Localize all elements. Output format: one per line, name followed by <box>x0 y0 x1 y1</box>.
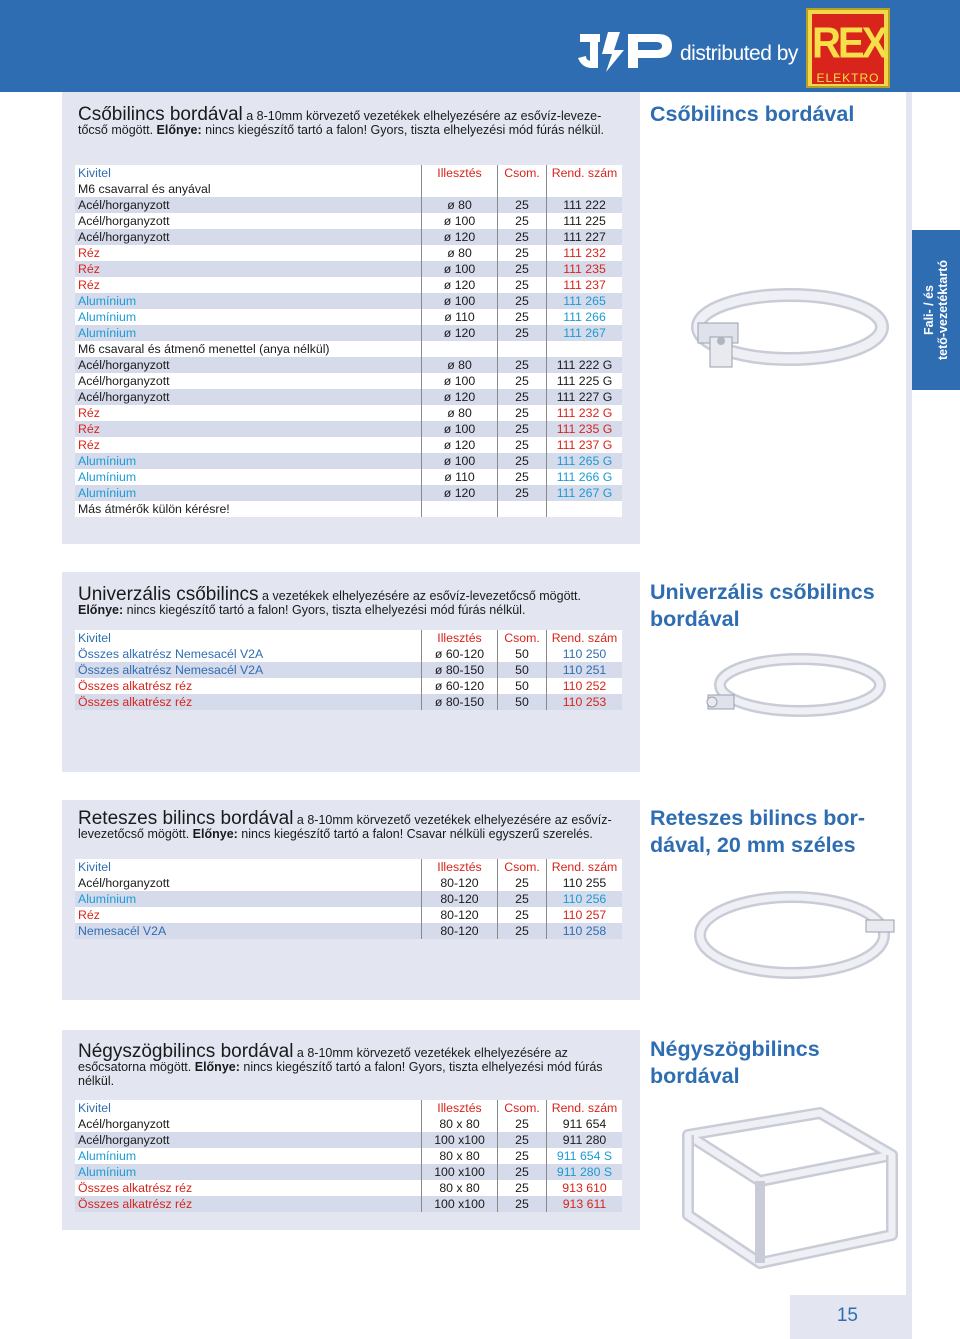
table-row <box>75 1180 622 1196</box>
cell-illesztes: ø 100 <box>422 373 498 389</box>
cell-kivitel: Nemesacél V2A <box>75 923 422 939</box>
cell-rend: 111 235 <box>547 261 623 277</box>
table-row <box>75 181 622 197</box>
cell-rend <box>547 341 623 357</box>
heading-1-name: Csőbilincs bordával <box>78 104 243 125</box>
distributed-by-label: distributed by <box>680 42 798 65</box>
cell-illesztes: ø 120 <box>422 229 498 245</box>
cell-rend: 111 265 G <box>547 453 623 469</box>
cell-rend: 111 227 G <box>547 389 623 405</box>
col-csom: Csom. <box>498 630 547 646</box>
cell-rend: 911 280 S <box>547 1164 623 1180</box>
product-table-3 <box>75 859 622 939</box>
cell-csom: 25 <box>498 1180 547 1196</box>
cell-csom: 25 <box>498 907 547 923</box>
cell-csom <box>498 501 547 517</box>
table-row <box>75 469 622 485</box>
col-kivitel: Kivitel <box>75 1100 422 1116</box>
heading-1-elonye: Előnye: <box>156 123 202 137</box>
side-tab-line2: tető-vezetéktartó <box>936 259 950 361</box>
heading-1-desc: a 8-10mm körvezető vezetékek elhelyezésére az esővíz-leveze-tőcső mögött. <box>78 109 602 137</box>
section-title-4: Négyszögbilincs bordával <box>650 1037 820 1088</box>
cell-rend: 110 255 <box>547 875 623 891</box>
heading-2-tail: nincs kiegészítő tartó a falon! Gyors, tiszta elhelyezési mód fúrás nélkül. <box>123 603 526 617</box>
table-row <box>75 923 622 939</box>
table-header-row <box>75 165 622 181</box>
col-csom: Csom. <box>498 165 547 181</box>
cell-csom: 25 <box>498 875 547 891</box>
cell-kivitel: Réz <box>75 245 422 261</box>
cell-rend <box>547 181 623 197</box>
cell-rend: 111 266 <box>547 309 623 325</box>
cell-illesztes: ø 100 <box>422 261 498 277</box>
cell-illesztes: 80 x 80 <box>422 1180 498 1196</box>
cell-rend: 911 280 <box>547 1132 623 1148</box>
cell-rend: 913 610 <box>547 1180 623 1196</box>
pipe-clamp-image <box>690 275 890 405</box>
heading-4-tail: nincs kiegészítő tartó a falon! Gyors, tiszta elhelyezési mód fúrás nélkül. <box>78 1060 603 1088</box>
cell-rend: 110 250 <box>547 646 623 662</box>
cell-rend: 111 267 <box>547 325 623 341</box>
section-heading-1 <box>78 104 618 137</box>
cell-kivitel: Összes alkatrész Nemesacél V2A <box>75 662 422 678</box>
table-row <box>75 245 622 261</box>
cell-illesztes: ø 80 <box>422 405 498 421</box>
table-row <box>75 1164 622 1180</box>
cell-rend: 111 225 G <box>547 373 623 389</box>
section-title-3: Reteszes bilincs bor-dával, 20 mm széles <box>650 806 866 857</box>
cell-kivitel: Összes alkatrész réz <box>75 694 422 710</box>
cell-csom: 25 <box>498 293 547 309</box>
header-band <box>0 0 960 92</box>
jip-logo <box>578 28 674 74</box>
cell-illesztes: ø 100 <box>422 421 498 437</box>
product-table-1 <box>75 165 622 517</box>
rex-logo-text: REX <box>812 18 886 68</box>
col-illesztes: Illesztés <box>422 859 498 875</box>
table-row <box>75 662 622 678</box>
col-illesztes: Illesztés <box>422 165 498 181</box>
latch-clamp-image <box>680 880 900 990</box>
cell-kivitel: M6 csavarral és anyával <box>75 181 422 197</box>
cell-kivitel: Összes alkatrész réz <box>75 1180 422 1196</box>
universal-clamp-image <box>690 645 890 755</box>
heading-3-tail: nincs kiegészítő tartó a falon! Csavar nélküli egyszerű szerelés. <box>237 827 593 841</box>
cell-illesztes: ø 120 <box>422 325 498 341</box>
table-row <box>75 197 622 213</box>
cell-illesztes: ø 110 <box>422 309 498 325</box>
table-row <box>75 421 622 437</box>
cell-illesztes: ø 100 <box>422 213 498 229</box>
cell-kivitel: Alumínium <box>75 485 422 501</box>
side-tab-line1: Fali- / és <box>922 284 936 336</box>
cell-csom: 25 <box>498 421 547 437</box>
cell-rend: 110 251 <box>547 662 623 678</box>
cell-csom: 25 <box>498 229 547 245</box>
cell-kivitel: Réz <box>75 261 422 277</box>
cell-illesztes: ø 60-120 <box>422 678 498 694</box>
section-heading-3 <box>78 808 618 841</box>
heading-3-name: Reteszes bilincs bordával <box>78 808 294 829</box>
table-row <box>75 309 622 325</box>
table-row <box>75 405 622 421</box>
cell-illesztes: ø 80 <box>422 245 498 261</box>
product-table-2 <box>75 630 622 710</box>
cell-kivitel: Acél/horganyzott <box>75 1116 422 1132</box>
cell-csom: 25 <box>498 469 547 485</box>
cell-kivitel: Alumínium <box>75 325 422 341</box>
table-header-row <box>75 630 622 646</box>
cell-rend: 111 225 <box>547 213 623 229</box>
cell-csom: 25 <box>498 389 547 405</box>
cell-illesztes <box>422 341 498 357</box>
cell-kivitel: Acél/horganyzott <box>75 875 422 891</box>
table-row <box>75 1132 622 1148</box>
table-row <box>75 229 622 245</box>
cell-csom: 25 <box>498 245 547 261</box>
cell-csom: 25 <box>498 485 547 501</box>
section-heading-2 <box>78 584 618 617</box>
col-csom: Csom. <box>498 859 547 875</box>
col-rend: Rend. szám <box>547 859 623 875</box>
cell-csom: 25 <box>498 405 547 421</box>
cell-rend: 911 654 <box>547 1116 623 1132</box>
cell-illesztes: ø 120 <box>422 389 498 405</box>
col-rend: Rend. szám <box>547 630 623 646</box>
cell-kivitel: Alumínium <box>75 293 422 309</box>
cell-kivitel: Réz <box>75 437 422 453</box>
cell-kivitel: Acél/horganyzott <box>75 197 422 213</box>
cell-rend: 111 232 G <box>547 405 623 421</box>
square-clamp-image <box>670 1095 910 1275</box>
cell-illesztes: 80-120 <box>422 891 498 907</box>
cell-illesztes: 80 x 80 <box>422 1116 498 1132</box>
cell-kivitel: Alumínium <box>75 453 422 469</box>
cell-illesztes: ø 110 <box>422 469 498 485</box>
cell-rend: 111 235 G <box>547 421 623 437</box>
cell-kivitel: Réz <box>75 405 422 421</box>
cell-csom: 25 <box>498 357 547 373</box>
table-row <box>75 357 622 373</box>
heading-2-name: Univerzális csőbilincs <box>78 584 259 605</box>
cell-kivitel: Acél/horganyzott <box>75 229 422 245</box>
cell-csom <box>498 181 547 197</box>
cell-kivitel: Acél/horganyzott <box>75 213 422 229</box>
cell-csom: 25 <box>498 923 547 939</box>
heading-3-desc: a 8-10mm körvezető vezetékek elhelyezésére az esővíz-levezetőcső mögött. <box>78 813 612 841</box>
page-number-box <box>790 1295 906 1339</box>
heading-4-elonye: Előnye: <box>194 1060 240 1074</box>
cell-kivitel: Alumínium <box>75 1148 422 1164</box>
cell-rend: 111 237 <box>547 277 623 293</box>
cell-csom: 25 <box>498 373 547 389</box>
cell-csom: 50 <box>498 646 547 662</box>
cell-kivitel: Réz <box>75 277 422 293</box>
table-row <box>75 646 622 662</box>
cell-csom: 50 <box>498 662 547 678</box>
table-row <box>75 453 622 469</box>
cell-kivitel: Acél/horganyzott <box>75 357 422 373</box>
cell-kivitel: Összes alkatrész réz <box>75 678 422 694</box>
cell-rend: 111 237 G <box>547 437 623 453</box>
cell-illesztes: 80 x 80 <box>422 1148 498 1164</box>
heading-2-elonye: Előnye: <box>78 603 124 617</box>
table-row <box>75 325 622 341</box>
table-header-row <box>75 1100 622 1116</box>
cell-rend: 913 611 <box>547 1196 623 1212</box>
cell-rend: 110 253 <box>547 694 623 710</box>
table-row <box>75 501 622 517</box>
section-title-2: Univerzális csőbilincs bordával <box>650 580 875 631</box>
cell-csom: 25 <box>498 325 547 341</box>
cell-csom: 25 <box>498 1196 547 1212</box>
heading-2-desc: a vezetékek elhelyezésére az esővíz-levezetőcső mögött. <box>258 589 581 603</box>
heading-1-tail: nincs kiegészítő tartó a falon! Gyors, tiszta elhelyezési mód fúrás nélkül. <box>201 123 604 137</box>
cell-rend: 111 227 <box>547 229 623 245</box>
section-title-1: Csőbilincs bordával <box>650 102 855 126</box>
cell-kivitel: Acél/horganyzott <box>75 1132 422 1148</box>
table-row <box>75 261 622 277</box>
cell-kivitel: Acél/horganyzott <box>75 389 422 405</box>
table-row <box>75 891 622 907</box>
cell-kivitel: Összes alkatrész Nemesacél V2A <box>75 646 422 662</box>
col-kivitel: Kivitel <box>75 859 422 875</box>
cell-kivitel: Összes alkatrész réz <box>75 1196 422 1212</box>
col-kivitel: Kivitel <box>75 630 422 646</box>
cell-kivitel: Réz <box>75 907 422 923</box>
cell-illesztes: ø 80 <box>422 197 498 213</box>
table-row <box>75 694 622 710</box>
page-number: 15 <box>836 1305 858 1326</box>
cell-rend: 111 232 <box>547 245 623 261</box>
cell-kivitel: Alumínium <box>75 891 422 907</box>
table-row <box>75 293 622 309</box>
table-row <box>75 1196 622 1212</box>
cell-illesztes: 80-120 <box>422 923 498 939</box>
cell-rend: 111 222 <box>547 197 623 213</box>
cell-csom: 25 <box>498 1164 547 1180</box>
cell-illesztes: 80-120 <box>422 875 498 891</box>
product-table-4 <box>75 1100 622 1212</box>
cell-illesztes <box>422 501 498 517</box>
cell-csom: 25 <box>498 213 547 229</box>
table-row <box>75 678 622 694</box>
cell-illesztes: ø 80-150 <box>422 662 498 678</box>
cell-csom: 25 <box>498 197 547 213</box>
cell-csom: 50 <box>498 694 547 710</box>
cell-illesztes: 100 x100 <box>422 1196 498 1212</box>
table-row <box>75 213 622 229</box>
cell-kivitel: Más átmérők külön kérésre! <box>75 501 422 517</box>
cell-csom: 25 <box>498 309 547 325</box>
table-row <box>75 1116 622 1132</box>
cell-illesztes: ø 120 <box>422 437 498 453</box>
cell-kivitel: Acél/horganyzott <box>75 373 422 389</box>
category-side-tab[interactable] <box>912 230 960 390</box>
col-illesztes: Illesztés <box>422 1100 498 1116</box>
table-row <box>75 437 622 453</box>
cell-csom: 50 <box>498 678 547 694</box>
col-kivitel: Kivitel <box>75 165 422 181</box>
cell-csom: 25 <box>498 453 547 469</box>
rex-logo <box>806 8 890 88</box>
cell-illesztes: ø 80 <box>422 357 498 373</box>
cell-illesztes: ø 100 <box>422 453 498 469</box>
cell-kivitel: Réz <box>75 421 422 437</box>
cell-csom: 25 <box>498 1132 547 1148</box>
cell-illesztes: ø 120 <box>422 277 498 293</box>
col-csom: Csom. <box>498 1100 547 1116</box>
cell-illesztes: ø 100 <box>422 293 498 309</box>
cell-rend: 110 257 <box>547 907 623 923</box>
cell-kivitel: Alumínium <box>75 309 422 325</box>
cell-illesztes: 100 x100 <box>422 1164 498 1180</box>
table-row <box>75 875 622 891</box>
cell-illesztes <box>422 181 498 197</box>
cell-csom: 25 <box>498 277 547 293</box>
cell-illesztes: 80-120 <box>422 907 498 923</box>
table-row <box>75 341 622 357</box>
cell-kivitel: Alumínium <box>75 1164 422 1180</box>
heading-4-name: Négyszögbilincs bordával <box>78 1041 294 1062</box>
cell-rend: 110 256 <box>547 891 623 907</box>
heading-4-desc: a 8-10mm körvezető vezetékek elhelyezésére az esőcsatorna mögött. <box>78 1046 568 1074</box>
table-row <box>75 485 622 501</box>
cell-illesztes: ø 60-120 <box>422 646 498 662</box>
cell-kivitel: Alumínium <box>75 469 422 485</box>
table-row <box>75 373 622 389</box>
cell-rend: 110 252 <box>547 678 623 694</box>
cell-rend: 110 258 <box>547 923 623 939</box>
rex-logo-sub: ELEKTRO <box>812 72 884 84</box>
heading-3-elonye: Előnye: <box>192 827 238 841</box>
cell-csom: 25 <box>498 437 547 453</box>
cell-rend: 111 266 G <box>547 469 623 485</box>
table-row <box>75 907 622 923</box>
section-heading-4 <box>78 1041 618 1088</box>
cell-rend: 111 222 G <box>547 357 623 373</box>
cell-illesztes: ø 120 <box>422 485 498 501</box>
col-rend: Rend. szám <box>547 165 623 181</box>
cell-csom: 25 <box>498 1148 547 1164</box>
cell-csom: 25 <box>498 261 547 277</box>
col-illesztes: Illesztés <box>422 630 498 646</box>
cell-csom: 25 <box>498 1116 547 1132</box>
table-row <box>75 1148 622 1164</box>
cell-rend <box>547 501 623 517</box>
table-header-row <box>75 859 622 875</box>
cell-illesztes: 100 x100 <box>422 1132 498 1148</box>
cell-csom: 25 <box>498 891 547 907</box>
table-row <box>75 389 622 405</box>
col-rend: Rend. szám <box>547 1100 623 1116</box>
cell-rend: 911 654 S <box>547 1148 623 1164</box>
cell-rend: 111 267 G <box>547 485 623 501</box>
cell-kivitel: M6 csavaral és átmenő menettel (anya nélkül) <box>75 341 422 357</box>
cell-csom <box>498 341 547 357</box>
table-row <box>75 277 622 293</box>
cell-illesztes: ø 80-150 <box>422 694 498 710</box>
cell-rend: 111 265 <box>547 293 623 309</box>
